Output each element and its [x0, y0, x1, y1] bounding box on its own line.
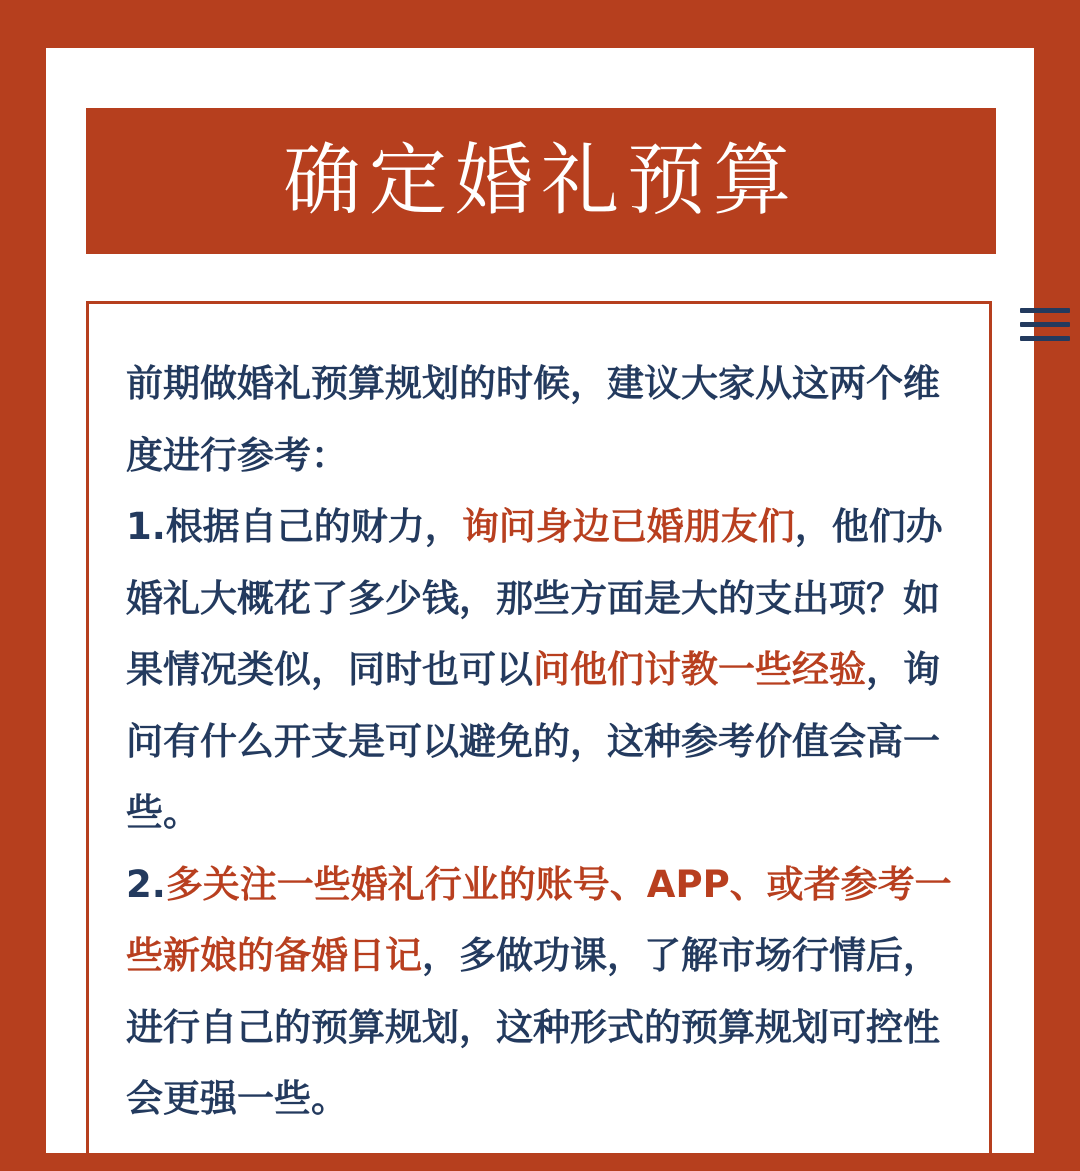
point-1-prefix: 1.根据自己的财力，: [126, 505, 462, 548]
intro-text: 前期做婚礼预算规划的时候，建议大家从这两个维度进行参考：: [126, 362, 940, 477]
point-2-highlight: 多关注一些婚礼行业的账号、APP、或者参考一些新娘的备婚日记: [126, 862, 952, 977]
menu-icon-bar: [1020, 308, 1070, 313]
point-1-suffix: ，询问有什么开支是可以避免的，这种参考价值会高一些。: [126, 648, 940, 834]
title-banner: [86, 108, 996, 254]
intro-paragraph: [126, 348, 966, 491]
point-2-prefix: 2.: [126, 862, 166, 906]
point-2-suffix: ，多做功课，了解市场行情后，进行自己的预算规划，这种形式的预算规划可控性会更强一些。: [126, 934, 940, 1120]
point-1-highlight-friends: 询问身边已婚朋友们: [461, 505, 795, 548]
point-1-paragraph: [126, 491, 966, 849]
menu-icon[interactable]: [1020, 308, 1070, 344]
page-title: 确定婚礼预算: [282, 136, 799, 226]
point-2-paragraph: [126, 849, 966, 1135]
point-1-highlight-advice: 问他们讨教一些经验: [533, 648, 866, 691]
menu-icon-bar: [1020, 336, 1070, 341]
point-1-middle: ，他们办婚礼大概花了多少钱，那些方面是大的支出项？如果情况类似，同时也可以: [126, 505, 943, 691]
article-body: [126, 348, 966, 1135]
menu-icon-bar: [1020, 322, 1070, 327]
